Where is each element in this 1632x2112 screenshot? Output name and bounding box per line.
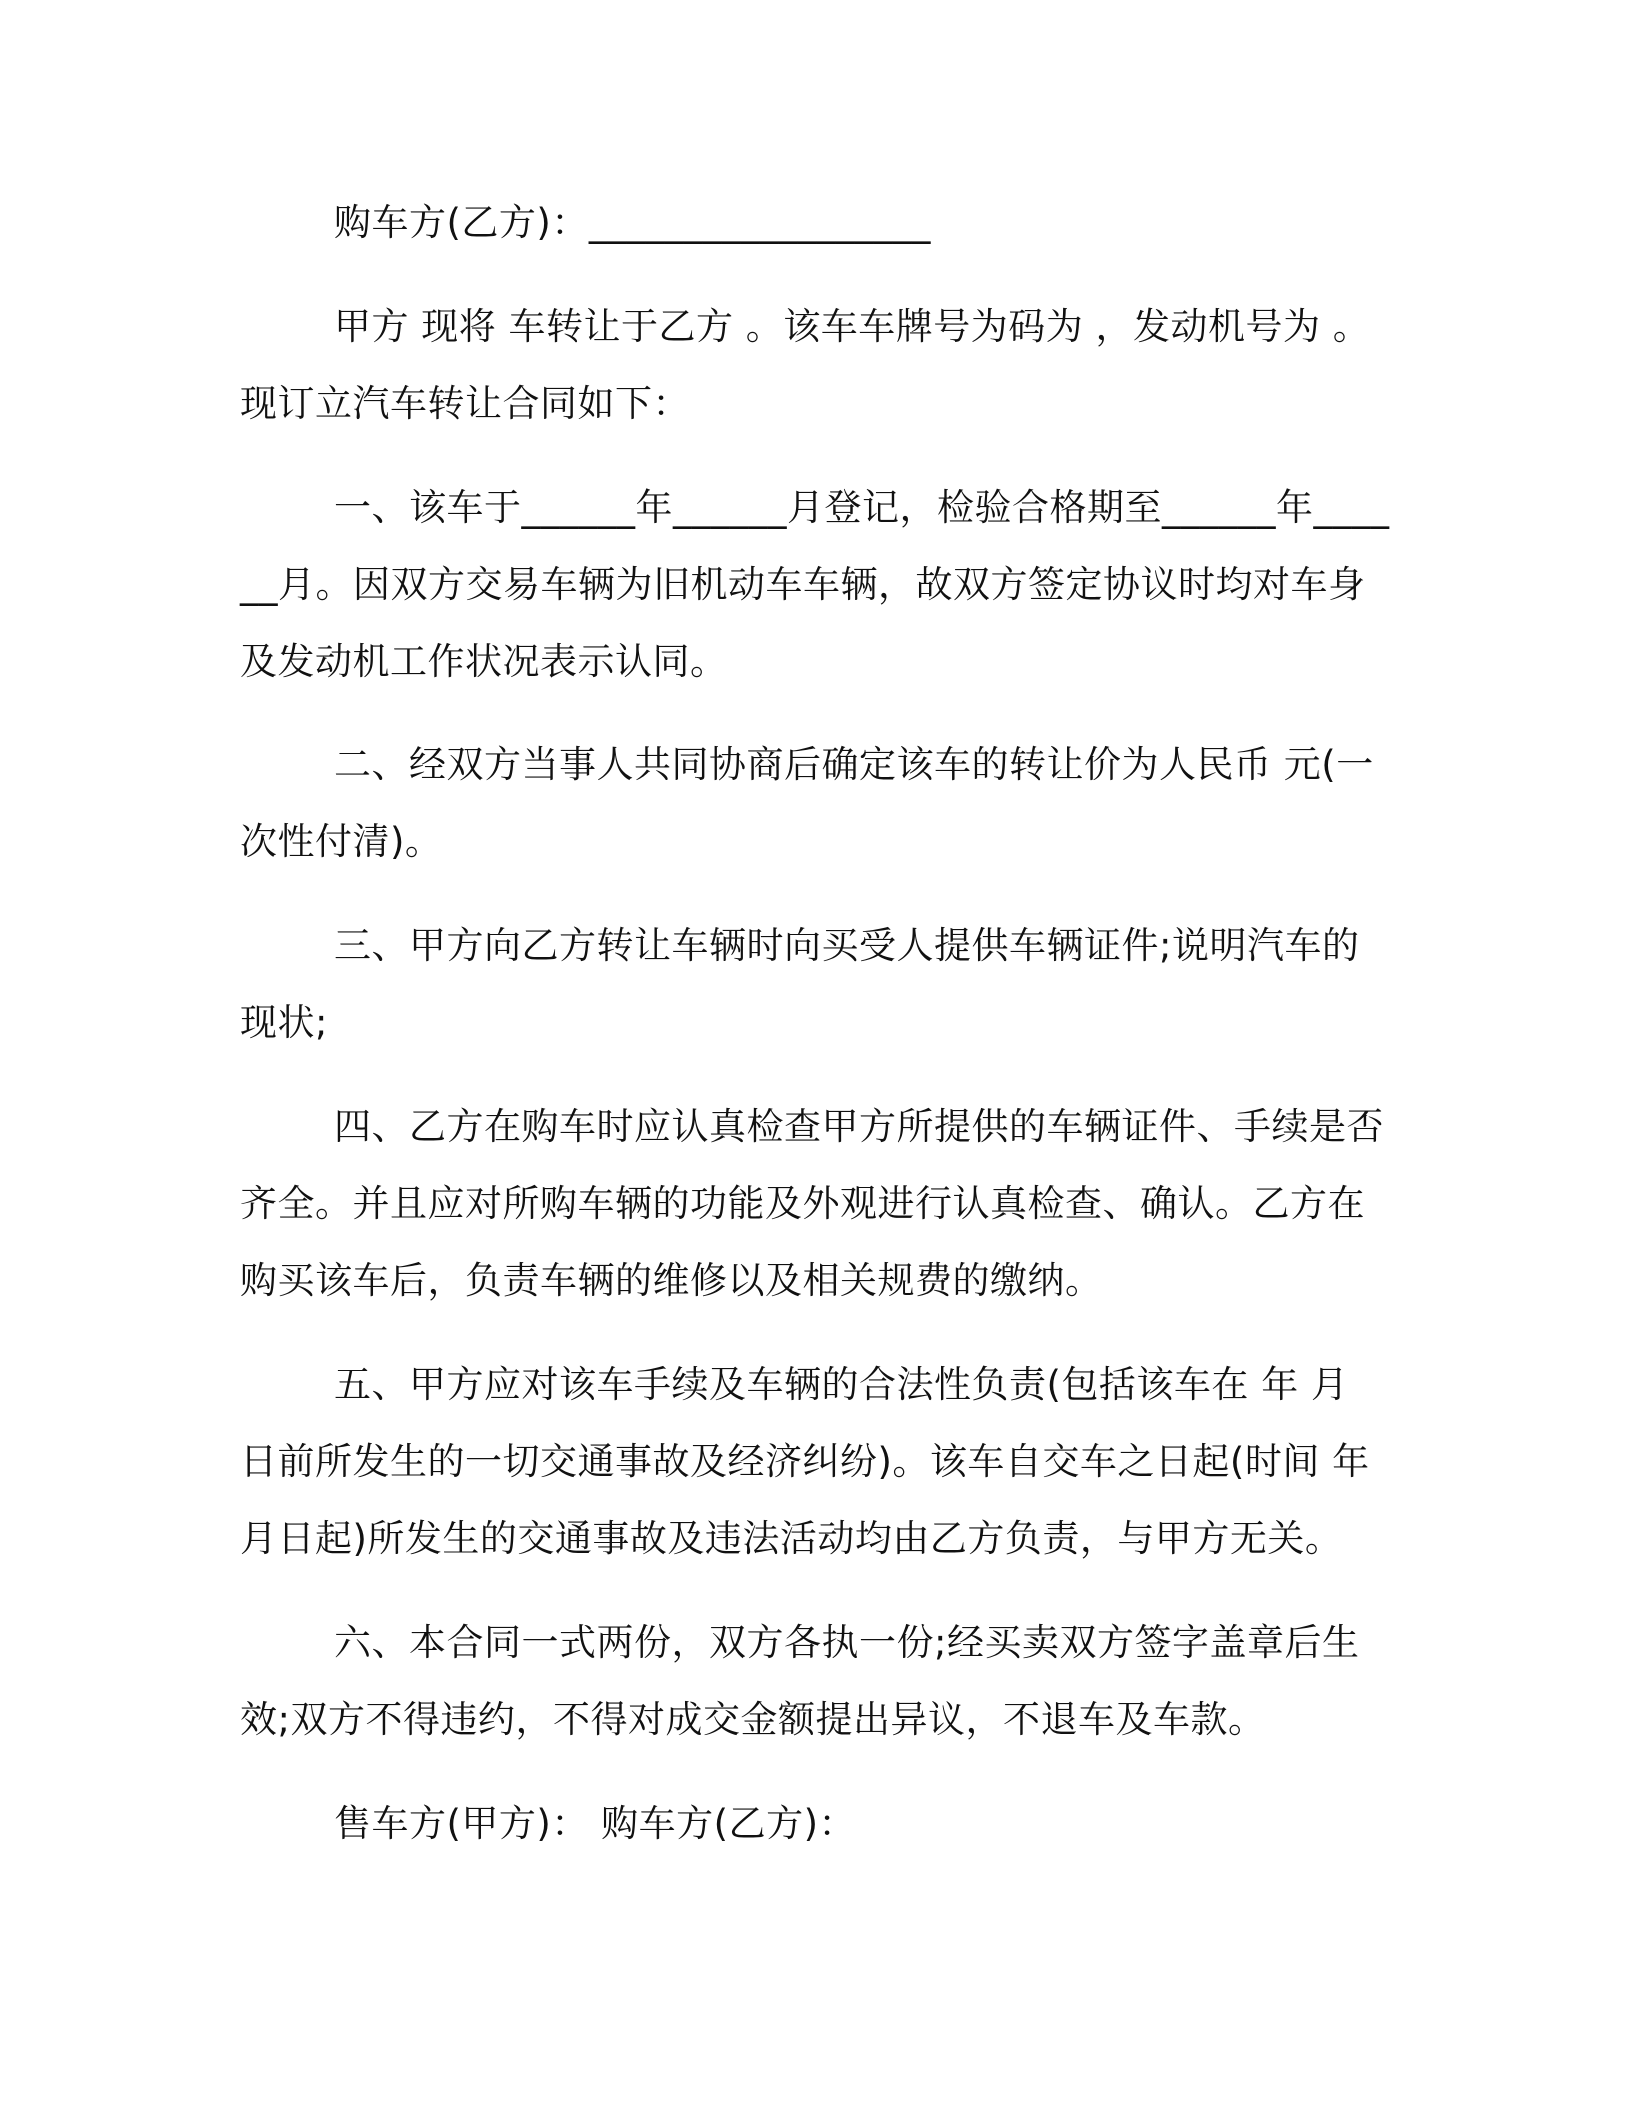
intro-paragraph: 甲方 现将 车转让于乙方 。该车车牌号为码为 ，发动机号为 。现订立汽车转让合同如下： xyxy=(240,305,1371,425)
clause-6-paragraph: 六、本合同一式两份，双方各执一份;经买卖双方签字盖章后生效;双方不得违约，不得对成交金额提出异议，不退车及车款。 xyxy=(240,1621,1360,1741)
clause-4-paragraph: 四、乙方在购车时应认真检查甲方所提供的车辆证件、手续是否齐全。并且应对所购车辆的功能及外观进行认真检查、确认。乙方在购买该车后，负责车辆的维修以及相关规费的缴纳。 xyxy=(240,1105,1384,1302)
buyer-header-line: 购车方(乙方)：__________________ xyxy=(334,201,931,244)
signature-line: 售车方(甲方)： 购车方(乙方)： xyxy=(334,1802,857,1845)
clause-1-paragraph: 一、该车于______年______月登记，检验合格期至______年______月。因双方交易车辆为旧机动车车辆，故双方签定协议时均对车身及发动机工作状况表示认同。 xyxy=(240,486,1390,683)
clause-5-paragraph: 五、甲方应对该车手续及车辆的合法性负责(包括该车在 年 月 日前所发生的一切交通事故及经济纠纷)。该车自交车之日起(时间 年 月日起)所发生的交通事故及违法活动均由乙方负责，与甲方无关。 xyxy=(240,1363,1382,1560)
clause-2-paragraph: 二、经双方当事人共同协商后确定该车的转让价为人民币 元(一次性付清)。 xyxy=(240,743,1374,863)
clause-3-paragraph: 三、甲方向乙方转让车辆时向买受人提供车辆证件;说明汽车的现状; xyxy=(240,924,1360,1044)
document-body xyxy=(240,184,1392,1862)
